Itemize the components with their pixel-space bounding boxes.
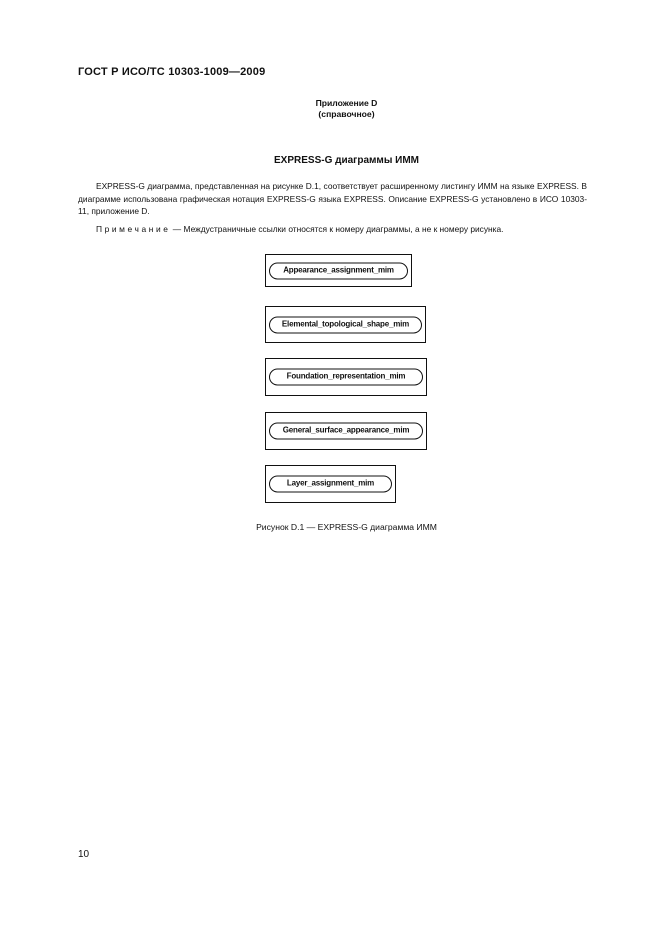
note-text: — Междустраничные ссылки относятся к номеру диаграммы, а не к номеру рисунка. — [170, 224, 504, 234]
schema-label: Layer_assignment_mim — [269, 476, 392, 493]
document-header: ГОСТ Р ИСО/ТС 10303-1009—2009 — [78, 66, 266, 78]
schema-box — [265, 358, 427, 396]
schema-box — [265, 465, 396, 503]
schema-box — [265, 306, 426, 343]
annex-title: Приложение D — [315, 98, 378, 108]
figure-caption: Рисунок D.1 — EXPRESS-G диаграмма ИММ — [256, 522, 437, 532]
page-number: 10 — [78, 849, 90, 860]
schema-label: Appearance_assignment_mim — [269, 262, 408, 279]
note-label: Примечание — [96, 224, 171, 234]
schema-box — [265, 254, 412, 287]
schema-label: General_surface_appearance_mim — [269, 423, 423, 440]
schema-box — [265, 412, 427, 450]
body-paragraph: EXPRESS-G диаграмма, представленная на рисунке D.1, соответствует расширенному листингу ИММ на языке EXPRESS. В диаграмме использована графическая нотация EXPRESS-G языка EXPRESS. Описание EXPRESS-G установлено в ИСО 10303-11, приложение D. — [78, 181, 587, 216]
schema-label: Elemental_topological_shape_mim — [269, 316, 422, 333]
section-title: EXPRESS-G диаграммы ИММ — [274, 155, 419, 166]
schema-label: Foundation_representation_mim — [269, 369, 423, 386]
annex-subtitle: (справочное) — [318, 109, 375, 119]
